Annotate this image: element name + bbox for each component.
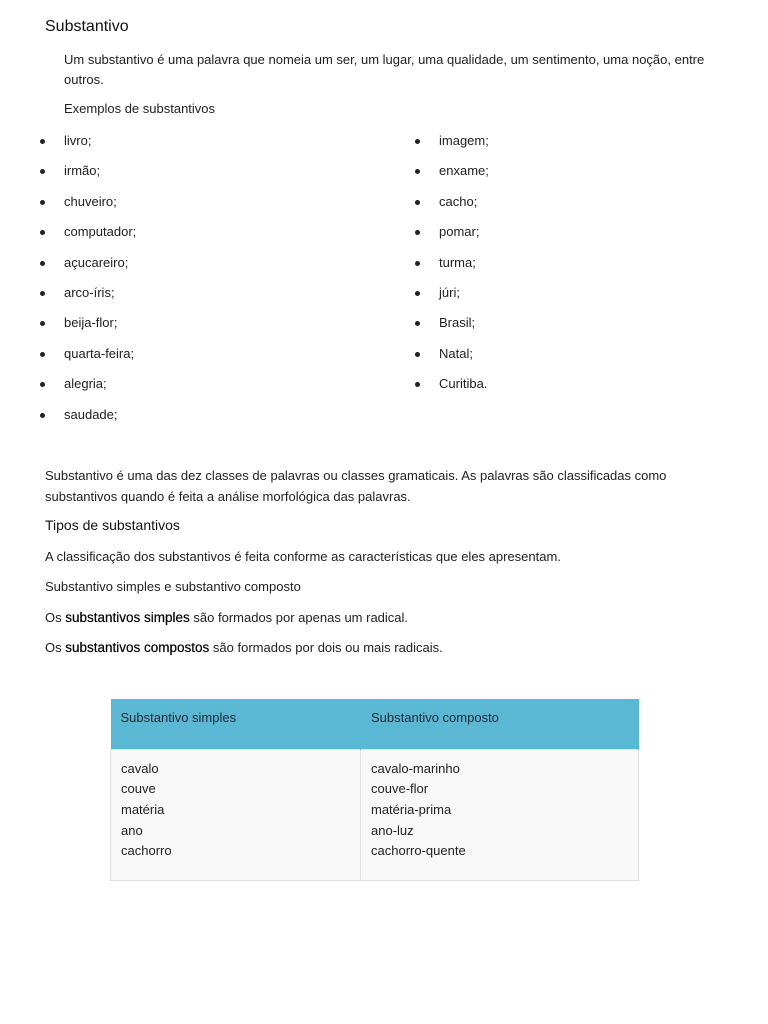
table-cell-line: cavalo (121, 760, 159, 776)
classes-paragraph: Substantivo é uma das dez classes de palavras ou classes gramaticais. As palavras são classificadas como substantivos quando é feita a análise morfológica das palavras. (45, 468, 667, 504)
list-item: Curitiba. (415, 374, 489, 404)
header-simples: Substantivo simples (111, 699, 361, 749)
table-cell-line: matéria-prima (371, 801, 452, 817)
simples-suffix: são formados por apenas um radical. (189, 610, 409, 625)
list-item: arco-íris; (40, 283, 136, 313)
comparison-table (110, 699, 639, 881)
page-title: Substantivo (45, 18, 129, 35)
compostos-suffix: são formados por dois ou mais radicais. (209, 640, 443, 655)
examples-list-left (40, 131, 136, 435)
compostos-bold: substantivos compostos (65, 640, 210, 655)
table-cell-line: ano-luz (371, 822, 414, 838)
table-cell-line: couve-flor (371, 781, 429, 797)
list-item: cacho; (415, 192, 489, 222)
simples-cell (111, 749, 361, 881)
table-cell-line: matéria (121, 801, 165, 817)
list-item: imagem; (415, 131, 489, 161)
examples-label: Exemplos de substantivos (64, 101, 216, 116)
list-item: saudade; (40, 405, 136, 435)
list-item: quarta-feira; (40, 344, 136, 374)
list-item: beija-flor; (40, 313, 136, 343)
compostos-prefix: Os (45, 640, 66, 655)
table-header-row (111, 699, 639, 749)
compostos-cell (361, 749, 639, 881)
list-item: enxame; (415, 161, 489, 191)
intro-paragraph: Um substantivo é uma palavra que nomeia um ser, um lugar, uma qualidade, um sentimento, uma noção, entre outros. (64, 52, 705, 87)
list-item: Natal; (415, 344, 489, 374)
simple-compound-label: Substantivo simples e substantivo composto (45, 579, 301, 594)
types-heading: Tipos de substantivos (45, 517, 180, 533)
table-cell-line: ano (121, 822, 143, 838)
list-item: pomar; (415, 222, 489, 252)
list-item: irmão; (40, 161, 136, 191)
table-cell-line: cachorro (121, 843, 172, 859)
table-cell-line: couve (121, 781, 156, 797)
examples-list-right (415, 131, 489, 405)
list-item: júri; (415, 283, 489, 313)
table-row (111, 749, 639, 881)
simples-bold: substantivos simples (65, 610, 190, 625)
compostos-sentence (45, 638, 725, 659)
list-item: livro; (40, 131, 136, 161)
list-item: açucareiro; (40, 253, 136, 283)
table-cell-line: cachorro-quente (371, 843, 466, 859)
list-item: computador; (40, 222, 136, 252)
list-item: alegria; (40, 374, 136, 404)
header-composto: Substantivo composto (361, 699, 639, 749)
list-item: turma; (415, 253, 489, 283)
simples-prefix: Os (45, 610, 66, 625)
classification-paragraph: A classificação dos substantivos é feita conforme as características que eles apresentam. (45, 549, 561, 564)
list-item: chuveiro; (40, 192, 136, 222)
simples-sentence (45, 608, 725, 629)
list-item: Brasil; (415, 313, 489, 343)
table-cell-line: cavalo-marinho (371, 760, 460, 776)
